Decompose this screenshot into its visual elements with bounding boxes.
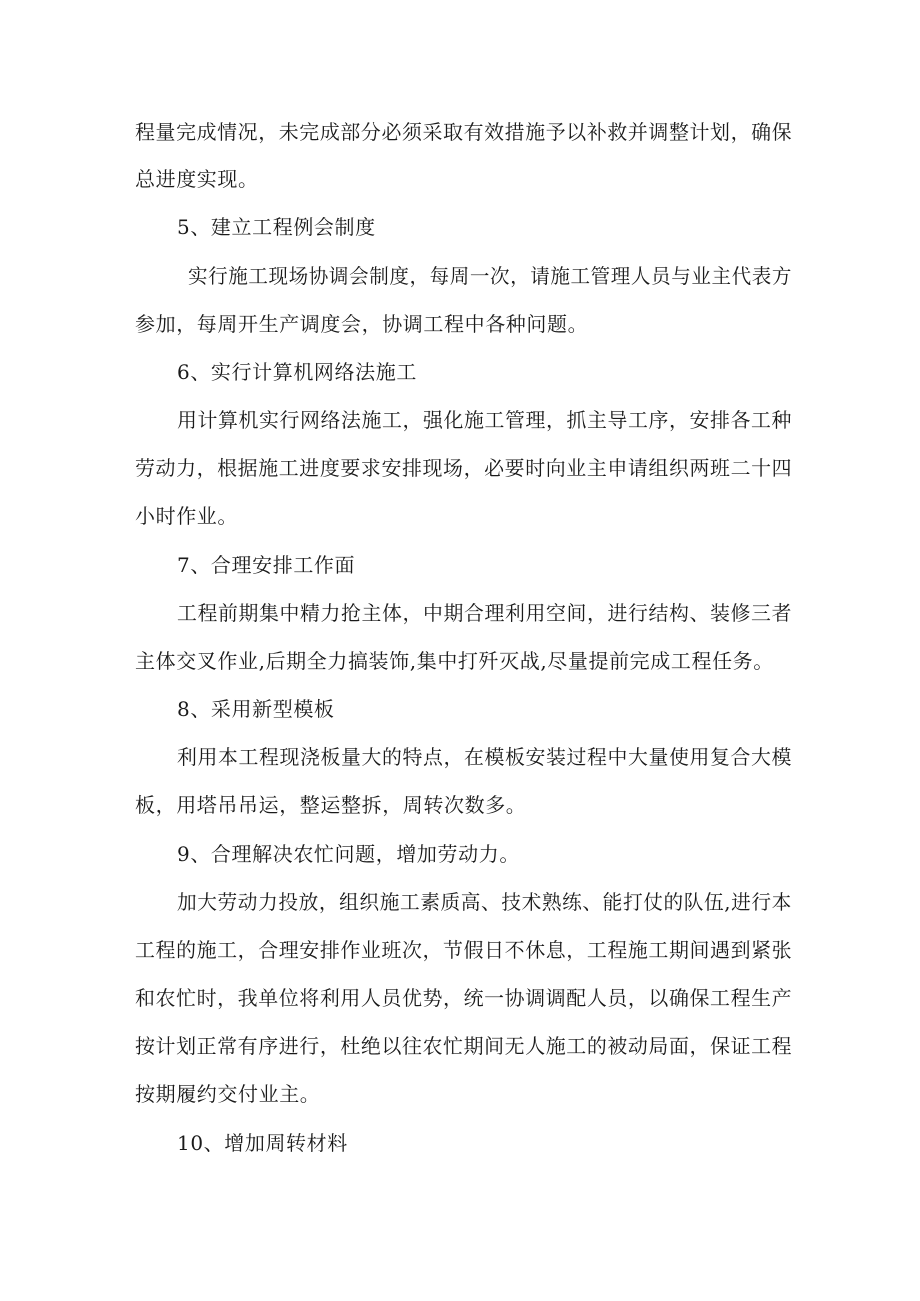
body-text-line: 程量完成情况，未完成部分必须采取有效措施予以补救并调整计划，确保 (135, 120, 793, 144)
body-text-line: 加大劳动力投放，组织施工素质高、技术熟练、能打仗的队伍,进行本 (177, 890, 792, 914)
section-heading-8: 8、采用新型模板 (177, 697, 335, 721)
body-text-line: 主体交叉作业,后期全力搞装饰,集中打歼灭战,尽量提前完成工程任务。 (135, 649, 774, 673)
section-heading-7: 7、合理安排工作面 (177, 553, 356, 577)
body-text-line: 按计划正常有序进行，杜绝以往农忙期间无人施工的被动局面，保证工程 (135, 1034, 793, 1058)
section-heading-10: 10、增加周转材料 (177, 1131, 348, 1155)
body-text-line: 和农忙时，我单位将利用人员优势，统一协调调配人员，以确保工程生产 (135, 986, 793, 1010)
body-text-line: 按期履约交付业主。 (135, 1082, 321, 1106)
body-text-line: 参加，每周开生产调度会，协调工程中各种问题。 (135, 312, 589, 336)
body-text-line: 工程前期集中精力抢主体，中期合理利用空间，进行结构、装修三者 (177, 601, 792, 625)
body-text-line: 工程的施工，合理安排作业班次，节假日不休息，工程施工期间遇到紧张 (135, 938, 793, 962)
body-text-line: 利用本工程现浇板量大的特点，在模板安装过程中大量使用复合大模 (177, 745, 792, 769)
body-text-line: 用计算机实行网络法施工，强化施工管理，抓主导工序，安排各工种 (177, 408, 792, 432)
body-text-line: 劳动力，根据施工进度要求安排现场，必要时向业主申请组织两班二十四 (135, 456, 793, 480)
section-heading-5: 5、建立工程例会制度 (177, 215, 376, 239)
section-heading-6: 6、实行计算机网络法施工 (177, 360, 417, 384)
body-text-line: 小时作业。 (135, 504, 238, 528)
body-text-line: 实行施工现场协调会制度，每周一次，请施工管理人员与业主代表方 (188, 264, 792, 288)
body-text-line: 总进度实现。 (135, 167, 259, 191)
section-heading-9: 9、合理解决农忙问题，增加劳动力。 (177, 842, 520, 866)
body-text-line: 板，用塔吊吊运，整运整拆，周转次数多。 (135, 793, 527, 817)
